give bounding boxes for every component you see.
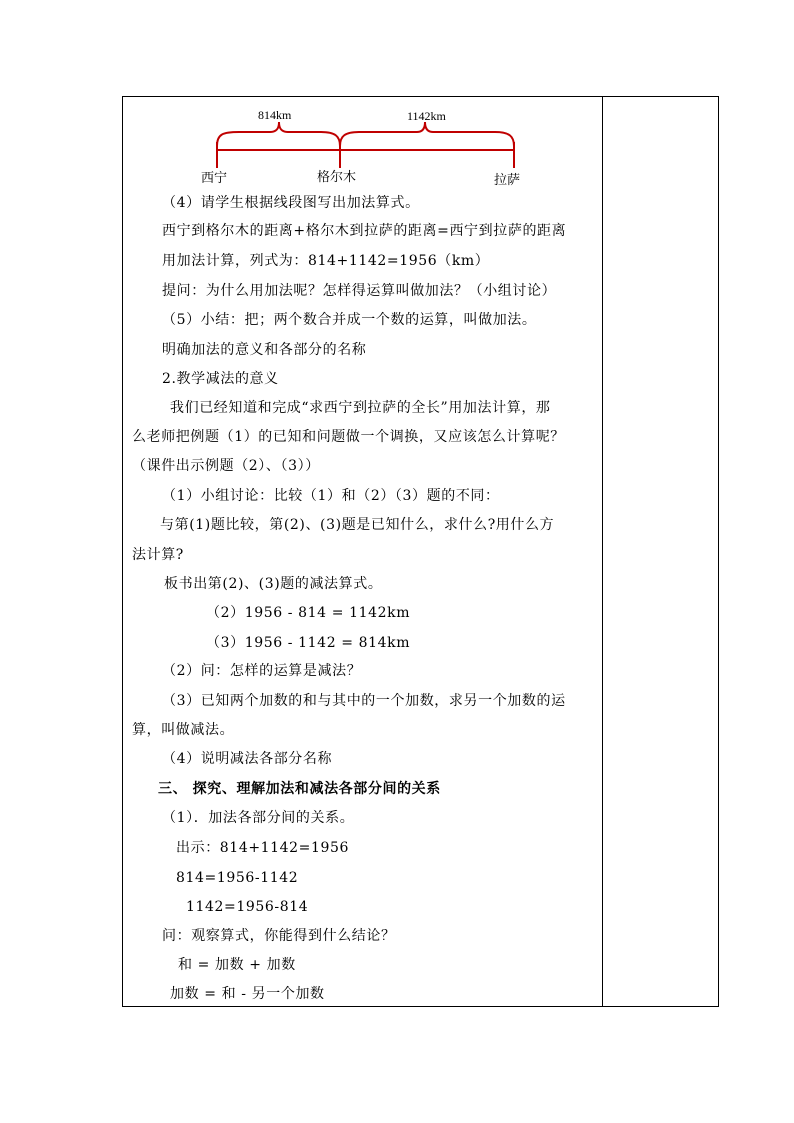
text-line: 814=1956-1142 [176,870,299,886]
text-line: 算，叫做减法。 [132,722,235,738]
text-line: （5）小结：把；两个数合并成一个数的运算，叫做加法。 [162,312,537,328]
text-line: （2）1956 - 814 = 1142km [206,605,411,621]
text-line: （3）已知两个加数的和与其中的一个加数，求另一个加数的运 [162,693,566,709]
text-line: 么老师把例题（1）的已知和问题做一个调换，又应该怎么计算呢？ [132,429,565,445]
text-line: （4）请学生根据线段图写出加法算式。 [162,195,420,211]
text-line: 用加法计算，列式为：814+1142=1956（km） [162,253,490,269]
text-line: 西宁到格尔木的距离+格尔木到拉萨的距离=西宁到拉萨的距离 [162,223,567,239]
text-line: 板书出第(2)、(3)题的减法算式。 [164,576,383,592]
text-line: 加数 = 和 - 另一个加数 [170,986,325,1002]
section-heading: 三、 探究、理解加法和减法各部分间的关系 [158,781,441,797]
text-line: 问：观察算式，你能得到什么结论？ [162,928,396,944]
text-line: 明确加法的意义和各部分的名称 [162,342,367,358]
label-814km: 814km [258,108,292,122]
text-line: 法计算? [132,547,184,563]
text-line: 提问：为什么用加法呢？怎样得运算叫做加法？（小组讨论） [162,283,557,299]
text-line: 与第(1)题比较，第(2)、(3)题是已知什么，求什么?用什么方 [160,517,555,533]
text-line: 1142=1956-814 [186,899,309,915]
text-line: 和 = 加数 + 加数 [178,957,296,973]
label-geermu: 格尔木 [317,170,357,185]
label-xining: 西宁 [201,171,228,186]
label-lasa: 拉萨 [494,173,521,188]
line-segment-diagram [195,104,535,194]
brace-1142 [340,122,514,146]
text-line: （4）说明减法各部分名称 [162,751,333,767]
text-line: （2）问：怎样的运算是减法？ [162,663,362,679]
brace-814 [217,122,340,146]
table-column-divider [602,96,603,1007]
text-line: （课件出示例题（2）、（3）） [132,458,320,474]
text-line: （1）小组讨论：比较（1）和（2）（3）题的不同： [162,488,500,504]
text-line: 出示：814+1142=1956 [176,840,350,856]
label-1142km: 1142km [407,109,446,123]
text-line: （3）1956 - 1142 = 814km [206,635,411,651]
text-line: 2.教学减法的意义 [162,371,279,387]
text-line: （1）．加法各部分间的关系。 [162,810,355,826]
text-line: 我们已经知道和完成“求西宁到拉萨的全长”用加法计算，那 [170,400,551,416]
